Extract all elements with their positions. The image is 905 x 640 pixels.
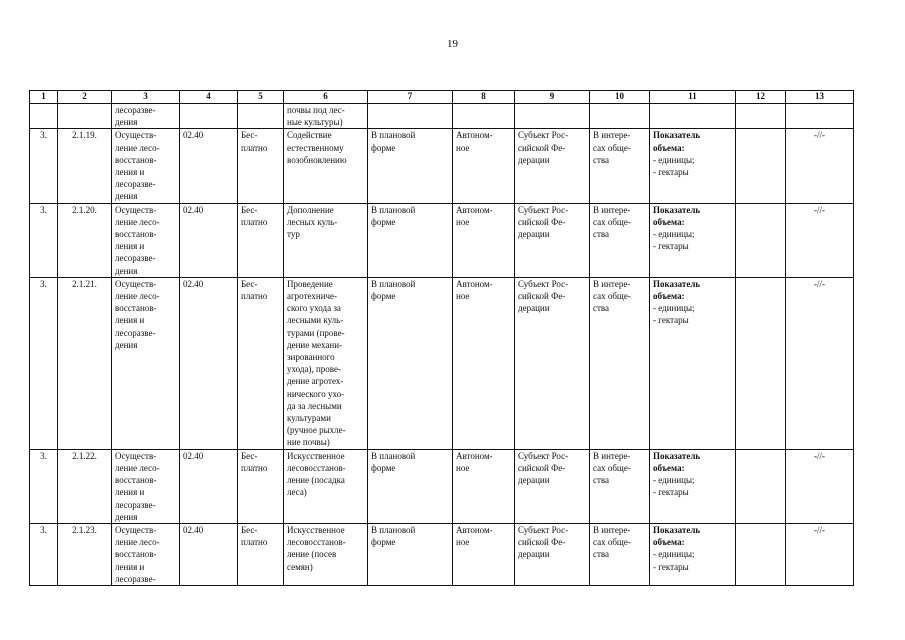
table-cell [284,523,368,585]
cell-text: 2.1.21. [72,278,97,289]
table-cell [238,129,284,203]
cell-text: -//- [814,278,825,289]
cell-text: 2.1.19. [72,130,97,141]
table-cell [180,203,238,277]
header-cell: 10 [590,91,650,104]
header-cell: 11 [650,91,736,104]
table-row [30,523,854,585]
table-cell [58,104,112,129]
indicator-title: Показатель объема: [653,204,701,227]
table-cell [180,104,238,129]
cell-text: Автоном- ное [456,204,493,227]
table-cell [786,203,854,277]
table-cell [786,449,854,523]
table-cell [590,449,650,523]
table-cell [368,203,453,277]
cell-text: 3. [40,130,47,141]
table-cell [238,203,284,277]
cell-text: Искусственное лесовосстанов- ление (посадка леса) [287,450,346,498]
header-cell: 12 [736,91,786,104]
table-cell [515,277,590,449]
cell-text: 3. [40,204,47,215]
cell-text: В плановой форме [371,524,416,548]
table-cell [58,129,112,203]
cell-text: 02.40 [183,450,204,461]
table-cell [284,277,368,449]
table-cell [736,277,786,449]
cell-text: Бес- платно [241,450,268,473]
cell-text: Бес- платно [241,524,268,548]
header-cell: 8 [453,91,515,104]
cell-text: Осуществ- ление лесо- восстанов- ления и лесоразве- дения [115,450,160,522]
header-cell: 7 [368,91,453,104]
header-cell: 4 [180,91,238,104]
table-cell [112,129,180,203]
table-cell: почвы под лес- ные культуры) [284,104,368,129]
table-cell [515,129,590,203]
table-cell [284,129,368,203]
header-row [30,91,854,104]
cell-text: Осуществ- ление лесо- восстанов- ления и лесоразве- дения [115,130,160,202]
table-cell [515,523,590,585]
table-cell [453,277,515,449]
table-cell [590,129,650,203]
cell-text: 02.40 [183,524,204,535]
table-cell [284,449,368,523]
table-cell [453,449,515,523]
table-cell [58,449,112,523]
header-cell: 9 [515,91,590,104]
table-cell [180,277,238,449]
table-row [30,203,854,277]
cell-text: Субъект Рос- сийской Фе- дерации [518,204,569,240]
table-cell [30,523,58,585]
table-cell [736,203,786,277]
services-registry-table [29,90,854,586]
cell-text: -//- [814,524,825,535]
table-cell [368,523,453,585]
table-cell [453,129,515,203]
cell-text: -//- [814,204,825,215]
table-cell [786,277,854,449]
cell-text: В плановой форме [371,130,416,153]
table-cell [590,203,650,277]
cell-text: Субъект Рос- сийской Фе- дерации [518,130,569,165]
indicator-units: - единицы; - гектары [653,549,695,572]
table-row [30,129,854,203]
table-cell [238,523,284,585]
indicator-title: Показатель объема: [653,278,701,302]
table-cell [368,449,453,523]
cell-text: 02.40 [183,278,204,289]
cell-text: 3. [40,524,47,535]
table-row [30,277,854,449]
table-cell [650,449,736,523]
table-cell [30,129,58,203]
cell-text: -//- [814,450,825,461]
cell-text: В плановой форме [371,278,416,302]
header-cell: 13 [786,91,854,104]
table-cell [112,277,180,449]
table-cell: лесоразве- дения [112,104,180,129]
cell-text: Дополнение лесных куль- тур [287,204,338,240]
cell-text: Осуществ- ление лесо- восстанов- ления и лесоразве- [115,524,160,584]
table-cell [515,104,590,129]
table-cell [30,449,58,523]
table-cell [453,104,515,129]
cell-text: Искусственное лесовосстанов- ление (посев семян) [287,524,346,572]
table-cell [112,203,180,277]
table-cell [736,129,786,203]
cell-text: В плановой форме [371,204,416,227]
table-cell [180,129,238,203]
continuation-row [30,104,854,129]
table-cell [650,104,736,129]
table-cell [58,277,112,449]
indicator-units: - единицы; - гектары [653,475,695,498]
indicator-units: - единицы; - гектары [653,229,695,252]
cell-text: Проведение агротехниче- ского ухода за лесными куль- турами (прове- дение механи- зированного ухода), прове- дение агротех- нического ухо- да за лесными культурами (ручное рыхле- ние почвы) [287,278,346,448]
table-cell [30,203,58,277]
table-cell [786,129,854,203]
table-cell [180,449,238,523]
table-cell [650,203,736,277]
table-cell [112,523,180,585]
header-cell: 2 [58,91,112,104]
cell-text: Автоном- ное [456,524,493,548]
header-cell: 1 [30,91,58,104]
page-number: 19 [447,38,458,50]
table-cell [30,104,58,129]
table-cell [368,277,453,449]
table-cell [180,523,238,585]
cell-text: Бес- платно [241,278,268,302]
cell-text: В интере- сах обще- ства [593,524,631,560]
cell-text: 2.1.20. [72,204,97,215]
table-cell [515,203,590,277]
header-cell: 3 [112,91,180,104]
cell-text: Осуществ- ление лесо- восстанов- ления и лесоразве- дения [115,204,160,276]
indicator-units: - единицы; - гектары [653,303,695,326]
table-cell [650,523,736,585]
cell-text: Субъект Рос- сийской Фе- дерации [518,278,569,314]
indicator-units: - единицы; - гектары [653,154,695,178]
table-cell [238,104,284,129]
cell-text: Осуществ- ление лесо- восстанов- ления и лесоразве- дения [115,278,160,350]
table-cell [238,277,284,449]
table-cell [590,104,650,129]
indicator-title: Показатель объема: [653,130,701,153]
table-row [30,449,854,523]
cell-text: 02.40 [183,204,204,215]
cell-text: В интере- сах обще- ства [593,204,631,240]
cell-text: Бес- платно [241,130,268,153]
table-cell [650,277,736,449]
header-cell: 6 [284,91,368,104]
table-cell [453,203,515,277]
table-cell [736,104,786,129]
cell-text: Субъект Рос- сийской Фе- дерации [518,450,569,486]
cell-text: 2.1.23. [72,524,97,535]
cell-text: В интере- сах обще- ства [593,450,631,486]
table-cell [368,104,453,129]
cell-text: Субъект Рос- сийской Фе- дерации [518,524,569,560]
cell-text: 3. [40,278,47,289]
table-cell [112,449,180,523]
table-cell [368,129,453,203]
table-cell [786,523,854,585]
cell-text: 3. [40,450,47,461]
cell-text: Содействие естественному возобновлению [287,130,347,165]
table-cell [30,277,58,449]
cell-text: В интере- сах обще- ства [593,130,631,165]
table-cell [786,104,854,129]
table-cell [515,449,590,523]
cell-text: В плановой форме [371,450,416,473]
indicator-title: Показатель объема: [653,450,701,473]
cell-text: Автоном- ное [456,450,493,473]
cell-text: -//- [814,130,825,141]
table-cell [58,203,112,277]
cell-text: 2.1.22. [72,450,97,461]
table-cell [736,523,786,585]
cell-text: В интере- сах обще- ства [593,278,631,314]
cell-text: Бес- платно [241,204,268,227]
table-cell [58,523,112,585]
table-cell [284,203,368,277]
table-cell [453,523,515,585]
table-cell [650,129,736,203]
table-cell [590,277,650,449]
indicator-title: Показатель объема: [653,524,701,548]
table-cell [238,449,284,523]
cell-text: Автоном- ное [456,130,493,153]
table-cell [590,523,650,585]
header-cell: 5 [238,91,284,104]
cell-text: Автоном- ное [456,278,493,302]
table-cell [736,449,786,523]
cell-text: 02.40 [183,130,204,141]
